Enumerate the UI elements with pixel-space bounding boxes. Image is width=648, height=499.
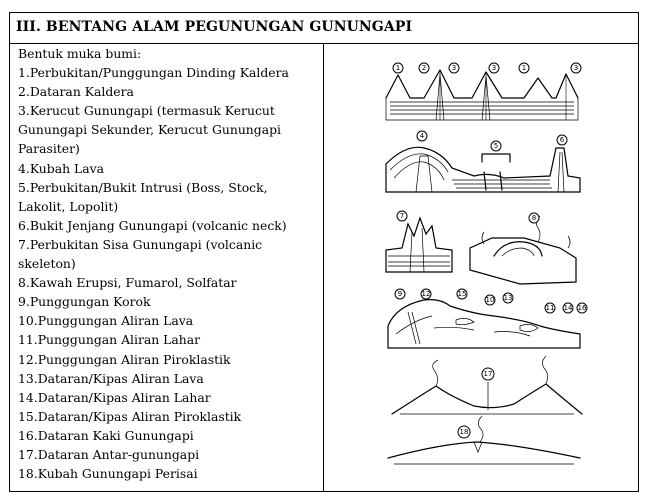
landform-table (9, 12, 639, 492)
fig-label (563, 303, 573, 313)
svg-text:15: 15 (457, 290, 467, 298)
landform-list-column (10, 44, 324, 491)
svg-text:1: 1 (521, 64, 527, 72)
svg-text:14: 14 (563, 304, 573, 312)
volcanic-skeleton-illustration (386, 216, 576, 284)
illustration-column (324, 44, 638, 491)
landform-list (18, 44, 318, 483)
svg-text:4: 4 (419, 132, 425, 140)
list-item: 10.Punggungan Aliran Lava (18, 313, 194, 329)
fig-label (421, 289, 431, 299)
fig-label (545, 303, 555, 313)
caldera-labels (393, 63, 581, 73)
caldera-illustration (386, 70, 578, 120)
svg-text:9: 9 (397, 290, 403, 298)
fig-label (491, 141, 501, 151)
section-title: III. BENTANG ALAM PEGUNUNGAN GUNUNGAPI (16, 19, 413, 35)
list-item: 4.Kubah Lava (18, 160, 105, 176)
list-item: 15.Dataran/Kipas Aliran Piroklastik (18, 408, 242, 424)
volcanic-skeleton-labels (397, 211, 539, 223)
fig-label (458, 426, 470, 438)
list-item: 2.Dataran Kaldera (18, 84, 134, 100)
fig-label (577, 303, 587, 313)
svg-text:18: 18 (459, 428, 469, 436)
svg-text:3: 3 (573, 64, 579, 72)
fig-label (449, 63, 459, 73)
svg-text:11: 11 (545, 304, 555, 312)
landform-illustrations (324, 44, 639, 493)
fig-label (519, 63, 529, 73)
list-item: 16.Dataran Kaki Gunungapi (18, 427, 194, 443)
svg-text:6: 6 (559, 136, 565, 144)
svg-text:2: 2 (421, 64, 427, 72)
svg-text:1: 1 (395, 64, 401, 72)
list-item: 14.Dataran/Kipas Aliran Lahar (18, 389, 211, 405)
list-item: 11.Punggungan Aliran Lahar (18, 332, 201, 348)
list-item: 7.Perbukitan Sisa Gunungapi (volcanic skeleton) (18, 236, 263, 272)
lava-dome-illustration (386, 147, 580, 192)
fig-label (485, 295, 495, 305)
svg-text:8: 8 (531, 214, 537, 222)
fig-label (503, 293, 513, 303)
list-item: 8.Kawah Erupsi, Fumarol, Solfatar (18, 275, 237, 291)
fig-label (397, 211, 407, 221)
list-item: 17.Dataran Antar-gunungapi (18, 446, 200, 462)
fig-label (489, 63, 499, 73)
fig-label (457, 289, 467, 299)
fig-label (529, 213, 539, 223)
fig-label (419, 63, 429, 73)
fig-label (417, 131, 427, 141)
lava-dome-labels (417, 131, 567, 151)
svg-text:5: 5 (493, 142, 499, 150)
inter-volcanic-plain-illustration (392, 356, 582, 414)
list-item: 13.Dataran/Kipas Aliran Lava (18, 370, 204, 386)
svg-text:16: 16 (577, 304, 587, 312)
list-item: 12.Punggungan Aliran Piroklastik (18, 351, 231, 367)
svg-text:3: 3 (491, 64, 497, 72)
list-intro: Bentuk muka bumi: (18, 46, 142, 61)
shield-volcano-labels (458, 426, 470, 438)
list-item: 1.Perbukitan/Punggungan Dinding Kaldera (18, 65, 289, 81)
list-item: 3.Kerucut Gunungapi (termasuk Kerucut Gunungapi Sekunder, Kerucut Gunungapi Parasiter) (18, 103, 281, 157)
fig-label (395, 289, 405, 299)
table-header (10, 13, 638, 44)
list-item: 5.Perbukitan/Bukit Intrusi (Boss, Stock, Lakolit, Lopolit) (18, 179, 268, 214)
fig-label (482, 368, 494, 380)
fig-label (571, 63, 581, 73)
svg-text:3: 3 (451, 64, 457, 72)
svg-text:13: 13 (503, 294, 513, 302)
svg-text:10: 10 (485, 296, 495, 304)
list-item: 18.Kubah Gunungapi Perisai (18, 466, 198, 482)
svg-text:17: 17 (483, 370, 493, 378)
list-item: 6.Bukit Jenjang Gunungapi (volcanic neck) (18, 217, 287, 233)
svg-text:12: 12 (421, 290, 431, 298)
fig-label (557, 135, 567, 145)
fig-label (393, 63, 403, 73)
shield-volcano-illustration (388, 416, 580, 464)
list-item: 9.Punggungan Korok (18, 294, 151, 310)
svg-text:7: 7 (399, 212, 405, 220)
inter-volcanic-plain-labels (482, 368, 494, 380)
